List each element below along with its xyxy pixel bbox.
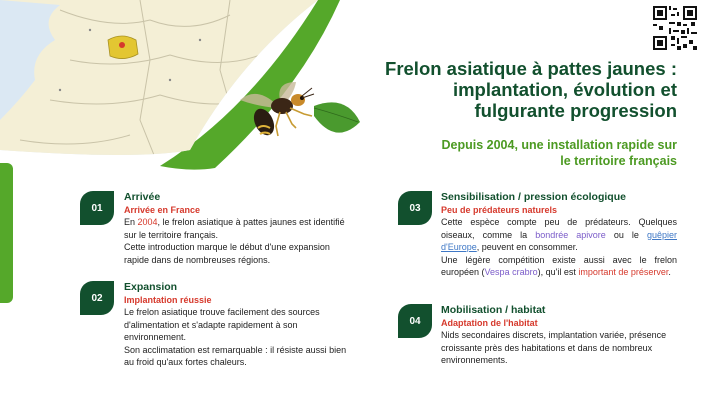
title-line: fulgurante progression [474, 100, 677, 121]
section-number-badge: 02 [80, 281, 114, 315]
section-title: Sensibilisation / pression écologique [441, 191, 626, 203]
bird-name: bondrée apivore [535, 229, 606, 240]
year-highlight: 2004 [137, 217, 158, 227]
section-paragraph: En 2004, le frelon asiatique à pattes jaunes est identifié sur le territoire français. [124, 217, 345, 240]
section-keyword: Adaptation de l'habitat [441, 318, 538, 328]
section-paragraph: Le frelon asiatique trouve facilement des sources d'alimentation et s'adapte rapidement à son environnement. [124, 307, 320, 342]
section-paragraph: Nids secondaires discrets, implantation variée, présence croissante près des habitations et dans de nombreux environnements. [441, 330, 667, 365]
section-number-badge: 04 [398, 304, 432, 338]
page-title [317, 58, 677, 121]
section-keyword: Peu de prédateurs naturels [441, 205, 558, 215]
section-title: Mobilisation / habitat [441, 304, 546, 316]
page-subtitle [377, 137, 677, 169]
section-keyword: Implantation réussie [124, 295, 212, 305]
section-title: Arrivée [124, 191, 161, 203]
important-highlight: important de préserver [578, 267, 669, 277]
section-title: Expansion [124, 281, 178, 293]
section-number-badge: 01 [80, 191, 114, 225]
section-arrivee [124, 191, 350, 266]
section-paragraph: Une légère compétition existe aussi avec le frelon européen (Vespa crabro), qu'il est important de préserver. [441, 254, 677, 277]
qr-code-icon [653, 6, 697, 50]
subtitle-line: Depuis 2004, une installation rapide sur [441, 138, 677, 152]
section-expansion [124, 281, 350, 369]
left-accent-bar [0, 163, 13, 303]
species-name: Vespa crabro [484, 267, 538, 277]
title-line: implantation, évolution et [452, 79, 677, 100]
section-paragraph: Cette introduction marque le début d'une expansion rapide dans de nombreuses régions. [124, 242, 330, 265]
section-paragraph: Son acclimatation est remarquable : il résiste aussi bien au froid qu'aux fortes chaleurs. [124, 344, 347, 367]
bird-name-link[interactable]: guêpier d'Europe [441, 229, 677, 252]
section-sensibilisation [441, 191, 677, 279]
section-paragraph: Cette espèce compte peu de prédateurs. Quelques oiseaux, comme la bondrée apivore ou le guêpier d'Europe, peuvent en consommer. [441, 217, 677, 252]
title-line: Frelon asiatique à pattes jaunes : [385, 58, 677, 79]
subtitle-line: le territoire français [560, 154, 677, 168]
section-keyword: Arrivée en France [124, 205, 201, 215]
section-number-badge: 03 [398, 191, 432, 225]
section-mobilisation [441, 304, 677, 367]
